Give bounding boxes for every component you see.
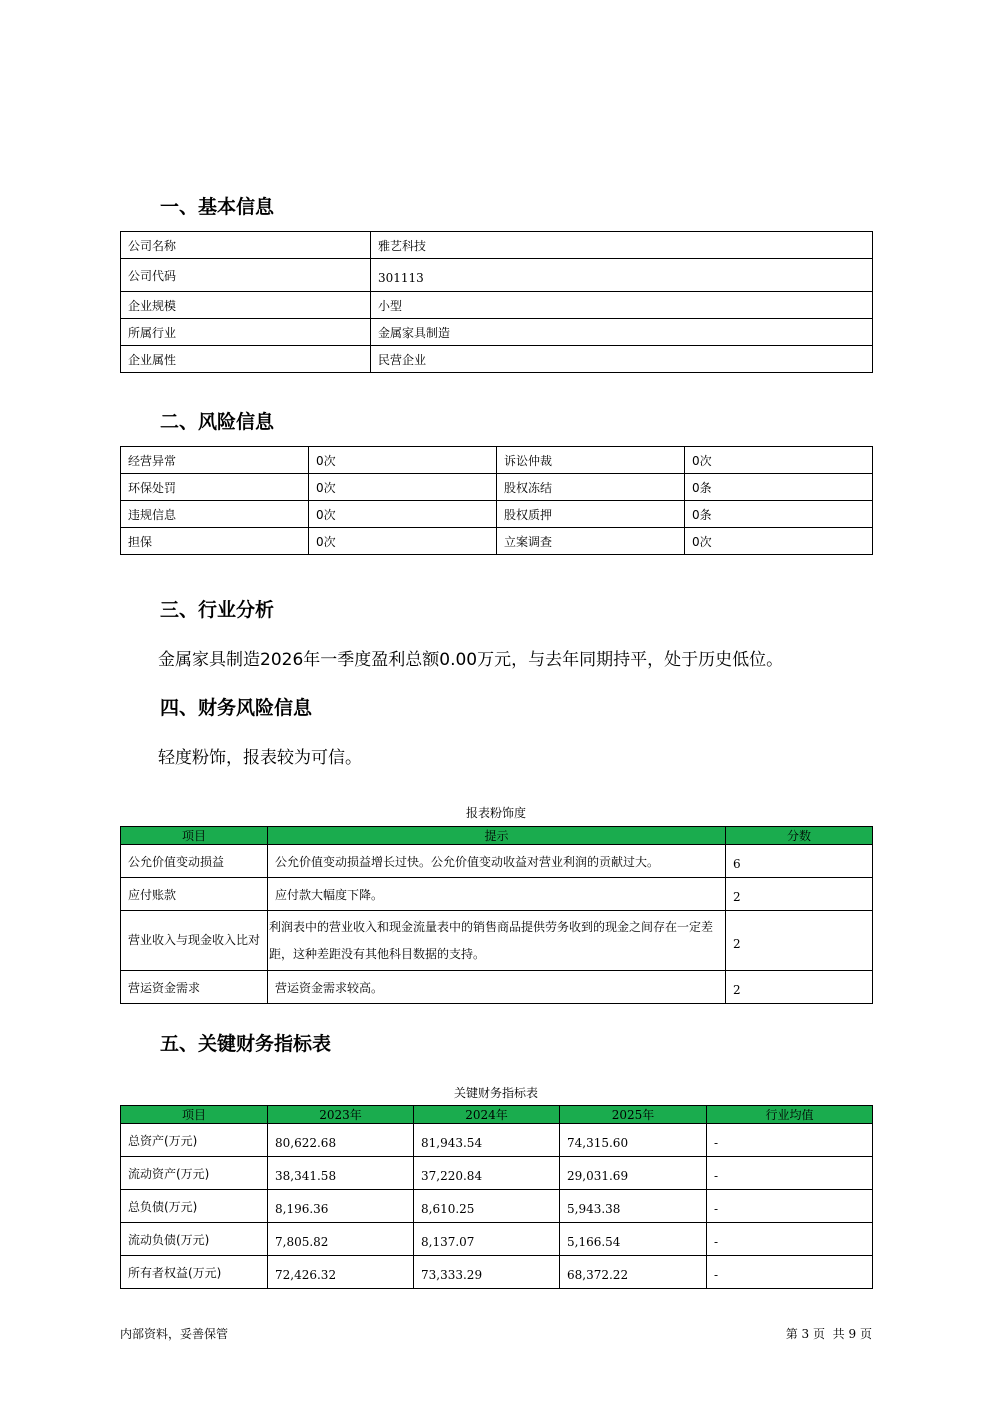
table-row (121, 1157, 873, 1190)
keyfin-industry-avg: - (707, 1256, 873, 1289)
table-row (121, 528, 873, 555)
risk-label: 股权质押 (497, 501, 685, 528)
risk-label: 立案调查 (497, 528, 685, 555)
basic-value: 雅艺科技 (371, 232, 873, 259)
keyfin-industry-avg: - (707, 1124, 873, 1157)
keyfin-2023: 7,805.82 (268, 1223, 414, 1256)
section-heading-keyfin: 五、关键财务指标表 (160, 1033, 332, 1055)
column-header: 提示 (268, 827, 726, 845)
table-row (121, 971, 873, 1004)
keyfin-2025: 5,166.54 (560, 1223, 707, 1256)
keyfin-2024: 37,220.84 (414, 1157, 560, 1190)
keyfin-item: 总资产(万元) (121, 1124, 268, 1157)
whitewash-tip: 公允价值变动损益增长过快。公允价值变动收益对营业利润的贡献过大。 (268, 845, 726, 878)
column-header: 2024年 (414, 1106, 560, 1124)
table-row (121, 1223, 873, 1256)
page-label: 页 (813, 1327, 826, 1341)
page-label: 页 (859, 1327, 872, 1341)
keyfin-industry-avg: - (707, 1223, 873, 1256)
whitewash-tip: 营运资金需求较高。 (268, 971, 726, 1004)
keyfin-item: 所有者权益(万元) (121, 1256, 268, 1289)
whitewash-tip: 应付款大幅度下降。 (268, 878, 726, 911)
whitewash-score: 2 (726, 911, 873, 971)
risk-value: 0次 (685, 447, 873, 474)
keyfin-2024: 8,137.07 (414, 1223, 560, 1256)
section-heading-basic: 一、基本信息 (160, 196, 275, 218)
keyfin-industry-avg: - (707, 1157, 873, 1190)
risk-label: 股权冻结 (497, 474, 685, 501)
page-current: 3 (801, 1327, 810, 1341)
table-row (121, 474, 873, 501)
basic-label: 企业属性 (121, 346, 371, 373)
basic-label: 公司代码 (121, 259, 371, 292)
page-label: 共 (832, 1327, 845, 1341)
keyfin-2025: 74,315.60 (560, 1124, 707, 1157)
keyfin-item: 流动资产(万元) (121, 1157, 268, 1190)
table-row (121, 1256, 873, 1289)
table-header-row (121, 827, 873, 845)
whitewash-score: 2 (726, 971, 873, 1004)
risk-value: 0条 (685, 474, 873, 501)
whitewash-tip: 利润表中的营业收入和现金流量表中的销售商品提供劳务收到的现金之间存在一定差距，这种差距没有其他科目数据的支持。 (268, 911, 726, 971)
keyfin-2023: 72,426.32 (268, 1256, 414, 1289)
table-header-row (121, 1106, 873, 1124)
keyfin-2024: 73,333.29 (414, 1256, 560, 1289)
risk-value: 0次 (309, 447, 497, 474)
keyfin-2025: 68,372.22 (560, 1256, 707, 1289)
keyfin-item: 流动负债(万元) (121, 1223, 268, 1256)
section-heading-risk: 二、风险信息 (160, 411, 275, 433)
risk-value: 0条 (685, 501, 873, 528)
column-header: 项目 (121, 1106, 268, 1124)
risk-value: 0次 (309, 528, 497, 555)
table-row (121, 911, 873, 971)
basic-value: 民营企业 (371, 346, 873, 373)
table-row (121, 447, 873, 474)
basic-info-table (120, 231, 873, 373)
footer-page-number (786, 1325, 872, 1342)
whitewash-score: 2 (726, 878, 873, 911)
column-header: 项目 (121, 827, 268, 845)
table-row (121, 319, 873, 346)
keyfin-2025: 5,943.38 (560, 1190, 707, 1223)
whitewash-score: 6 (726, 845, 873, 878)
column-header: 行业均值 (707, 1106, 873, 1124)
keyfin-caption: 关键财务指标表 (453, 1086, 538, 1100)
table-row (121, 259, 873, 292)
risk-label: 违规信息 (121, 501, 309, 528)
risk-value: 0次 (685, 528, 873, 555)
table-row (121, 1124, 873, 1157)
risk-info-table (120, 446, 873, 555)
table-row (121, 232, 873, 259)
page-label: 第 (785, 1327, 798, 1341)
section-heading-finrisk: 四、财务风险信息 (160, 697, 313, 719)
keyfin-2023: 8,196.36 (268, 1190, 414, 1223)
keyfin-industry-avg: - (707, 1190, 873, 1223)
footer-confidential-note: 内部资料，妥善保管 (120, 1327, 229, 1341)
risk-label: 环保处罚 (121, 474, 309, 501)
basic-label: 所属行业 (121, 319, 371, 346)
keyfin-2024: 81,943.54 (414, 1124, 560, 1157)
table-row (121, 501, 873, 528)
basic-label: 企业规模 (121, 292, 371, 319)
whitewash-item: 公允价值变动损益 (121, 845, 268, 878)
table-row (121, 346, 873, 373)
basic-value: 小型 (371, 292, 873, 319)
whitewash-item: 应付账款 (121, 878, 268, 911)
table-row (121, 845, 873, 878)
key-financial-table (120, 1105, 873, 1289)
risk-label: 经营异常 (121, 447, 309, 474)
risk-label: 诉讼仲裁 (497, 447, 685, 474)
column-header: 分数 (726, 827, 873, 845)
keyfin-2025: 29,031.69 (560, 1157, 707, 1190)
keyfin-2024: 8,610.25 (414, 1190, 560, 1223)
whitewash-item: 营业收入与现金收入比对 (121, 911, 268, 971)
section-heading-industry: 三、行业分析 (160, 599, 275, 621)
risk-value: 0次 (309, 501, 497, 528)
keyfin-2023: 80,622.68 (268, 1124, 414, 1157)
risk-label: 担保 (121, 528, 309, 555)
whitewash-caption: 报表粉饰度 (465, 806, 526, 820)
risk-value: 0次 (309, 474, 497, 501)
whitewash-table (120, 826, 873, 1004)
page-total: 9 (848, 1327, 857, 1341)
table-row (121, 1190, 873, 1223)
table-row (121, 878, 873, 911)
column-header: 2025年 (560, 1106, 707, 1124)
column-header: 2023年 (268, 1106, 414, 1124)
finrisk-text: 轻度粉饰，报表较为可信。 (158, 748, 362, 768)
whitewash-item: 营运资金需求 (121, 971, 268, 1004)
keyfin-item: 总负债(万元) (121, 1190, 268, 1223)
basic-label: 公司名称 (121, 232, 371, 259)
basic-value: 301113 (371, 259, 873, 292)
industry-analysis-text: 金属家具制造2026年一季度盈利总额0.00万元，与去年同期持平，处于历史低位。 (158, 650, 784, 670)
keyfin-2023: 38,341.58 (268, 1157, 414, 1190)
basic-value: 金属家具制造 (371, 319, 873, 346)
table-row (121, 292, 873, 319)
